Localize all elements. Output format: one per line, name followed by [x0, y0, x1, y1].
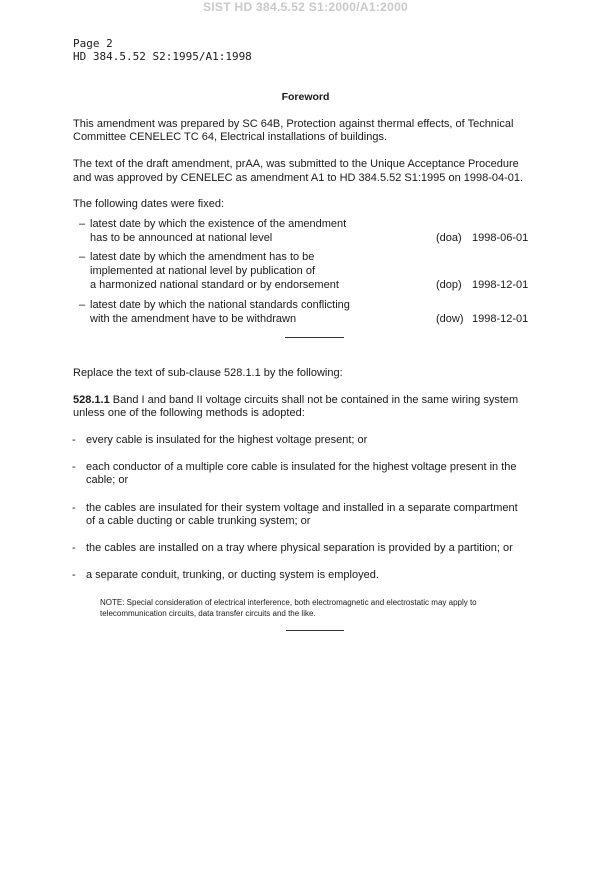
list-item-dash: -: [72, 461, 76, 473]
clause-text: Band I and band II voltage circuits shall not be contained in the same wiring system: [109, 394, 519, 406]
foreword-para1-line1: This amendment was prepared by SC 64B, Protection against thermal effects, of Technical: [73, 118, 514, 130]
date-item-dash: –: [79, 218, 86, 230]
date-item-dash: –: [79, 299, 86, 311]
list-item-line: the cables are insulated for their system voltage and installed in a separate compartment: [86, 502, 518, 514]
separator-rule: [285, 337, 344, 338]
list-item-dash: -: [72, 569, 76, 581]
watermark: SIST HD 384.5.52 S1:2000/A1:2000: [202, 0, 409, 14]
separator-rule: [286, 630, 344, 631]
clause-line2: unless one of the following methods is adopted:: [73, 407, 305, 419]
date-item-line: a harmonized national standard or by endorsement: [90, 279, 339, 291]
foreword-para2-line1: The text of the draft amendment, prAA, was submitted to the Unique Acceptance Procedure: [73, 158, 519, 170]
dates-intro: The following dates were fixed:: [73, 198, 225, 210]
document-id: HD 384.5.52 S2:1995/A1:1998: [73, 50, 252, 63]
clause-number: 528.1.1: [73, 394, 110, 406]
date-item-line: has to be announced at national level: [90, 232, 273, 244]
list-item-line: a separate conduit, trunking, or ducting system is employed.: [86, 569, 379, 581]
replace-instruction: Replace the text of sub-clause 528.1.1 by the following:: [73, 367, 343, 379]
page-number: Page 2: [73, 37, 113, 50]
list-item-dash: -: [72, 434, 76, 446]
date-item-line: with the amendment have to be withdrawn: [90, 313, 297, 325]
list-item-line: of a cable ducting or cable trunking system; or: [86, 515, 311, 527]
list-item-dash: -: [72, 502, 76, 514]
foreword-para2-line2: and was approved by CENELEC as amendment A1 to HD 384.5.52 S1:1995 on 1998-04-01.: [73, 172, 524, 184]
foreword-title: Foreword: [281, 91, 330, 103]
date-value-dop: 1998-12-01: [472, 279, 529, 291]
date-item-line: latest date by which the national standards conflicting: [90, 299, 350, 311]
list-item-dash: -: [72, 542, 76, 554]
date-item-dash: –: [79, 251, 86, 263]
note-line2: telecommunication circuits, data transfer circuits and the like.: [100, 609, 316, 618]
date-value-dow: 1998-12-01: [472, 313, 529, 325]
list-item-line: each conductor of a multiple core cable is insulated for the highest voltage present in the: [86, 461, 517, 473]
date-item-line: latest date by which the amendment has to be: [90, 251, 315, 263]
list-item-line: cable; or: [86, 474, 129, 486]
date-item-line: latest date by which the existence of the amendment: [90, 218, 347, 230]
note-line1: NOTE: Special consideration of electrical interference, both electromagnetic and electrostatic may apply to: [100, 598, 477, 607]
foreword-para1-line2: Committee CENELEC TC 64, Electrical installations of buildings.: [73, 131, 388, 143]
date-code-dop: (dop): [436, 279, 462, 291]
date-value-doa: 1998-06-01: [472, 232, 529, 244]
date-code-doa: (doa): [436, 232, 462, 244]
date-item-line: implemented at national level by publication of: [90, 265, 316, 277]
list-item-line: the cables are installed on a tray where physical separation is provided by a partition; or: [86, 542, 513, 554]
list-item-line: every cable is insulated for the highest voltage present; or: [86, 434, 368, 446]
clause-line1: [73, 394, 518, 407]
date-code-dow: (dow): [436, 313, 464, 325]
